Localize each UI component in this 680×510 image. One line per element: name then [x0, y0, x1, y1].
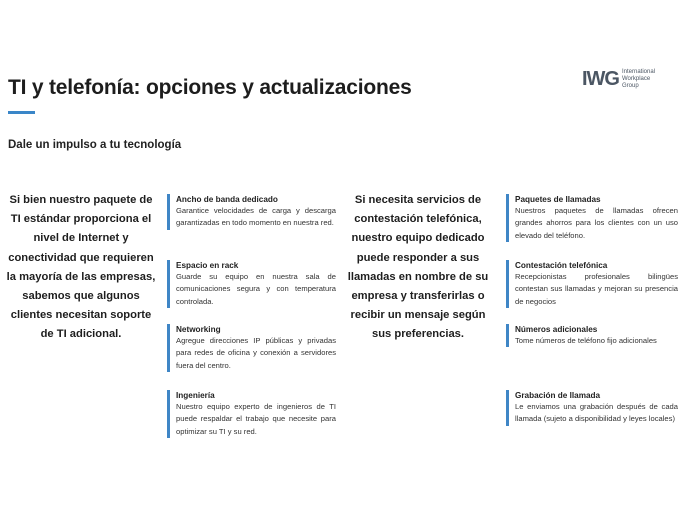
feature-title: Contestación telefónica — [515, 261, 608, 270]
feature-description: Nuestros paquetes de llamadas ofrecen grandes ahorros para los clientes con un uso elevado del teléfono. — [515, 206, 678, 240]
feature-additional-numbers — [506, 324, 678, 347]
logo-wordmark — [622, 69, 655, 90]
feature-title: Números adicionales — [515, 325, 598, 334]
feature-title: Paquetes de llamadas — [515, 195, 601, 204]
it-lead-paragraph: Si bien nuestro paquete de TI estándar proporciona el nivel de Internet y conectividad que requieren la mayoría de las empresas, sabemos que algunos clientes necesitan soporte de TI adicional. — [6, 194, 156, 341]
feature-networking — [167, 324, 336, 372]
feature-dedicated-bandwidth — [167, 194, 336, 230]
feature-description: Recepcionistas profesionales bilingües contestan sus llamadas y mejoran su presencia de negocios — [515, 272, 678, 306]
logo-line: International — [622, 69, 656, 75]
title-underline — [8, 111, 35, 114]
feature-description: Nuestro equipo experto de ingenieros de TI puede respaldar el trabajo que necesite para optimizar su TI y su red. — [176, 402, 336, 436]
section-subtitle: Dale un impulso a tu tecnología — [8, 139, 182, 151]
telephony-lead-paragraph: Si necesita servicios de contestación telefónica, nuestro equipo dedicado puede responder a sus llamadas en nombre de su empresa y transferirlas o recibir un mensaje según sus preferencias. — [347, 194, 489, 341]
feature-call-packages — [506, 194, 678, 242]
feature-phone-answering — [506, 260, 678, 308]
feature-description: Agregue direcciones IP públicas y privadas para redes de oficina y conexión a servidores fuera del centro. — [176, 336, 336, 370]
feature-description: Garantice velocidades de carga y descarga garantizadas en todo momento en nuestra red. — [176, 206, 336, 228]
feature-title: Espacio en rack — [176, 261, 239, 270]
feature-title: Ingeniería — [176, 391, 215, 400]
iwg-logo — [582, 68, 655, 91]
logo-line: Group — [622, 83, 639, 89]
logo-line: Workplace — [622, 76, 651, 82]
feature-call-recording — [506, 390, 678, 426]
feature-engineering — [167, 390, 336, 438]
feature-rack-space — [167, 260, 336, 308]
feature-description: Guarde su equipo en nuestra sala de comunicaciones segura y con temperatura controlada. — [176, 272, 336, 306]
feature-title: Networking — [176, 325, 221, 334]
feature-description: Tome números de teléfono fijo adicionales — [515, 336, 657, 345]
page-title: TI y telefonía: opciones y actualizaciones — [8, 76, 412, 99]
logo-mark: IWG — [582, 68, 619, 90]
feature-title: Ancho de banda dedicado — [176, 195, 278, 204]
feature-description: Le enviamos una grabación después de cada llamada (sujeto a disponibilidad y leyes locales) — [515, 402, 678, 424]
feature-title: Grabación de llamada — [515, 391, 601, 400]
